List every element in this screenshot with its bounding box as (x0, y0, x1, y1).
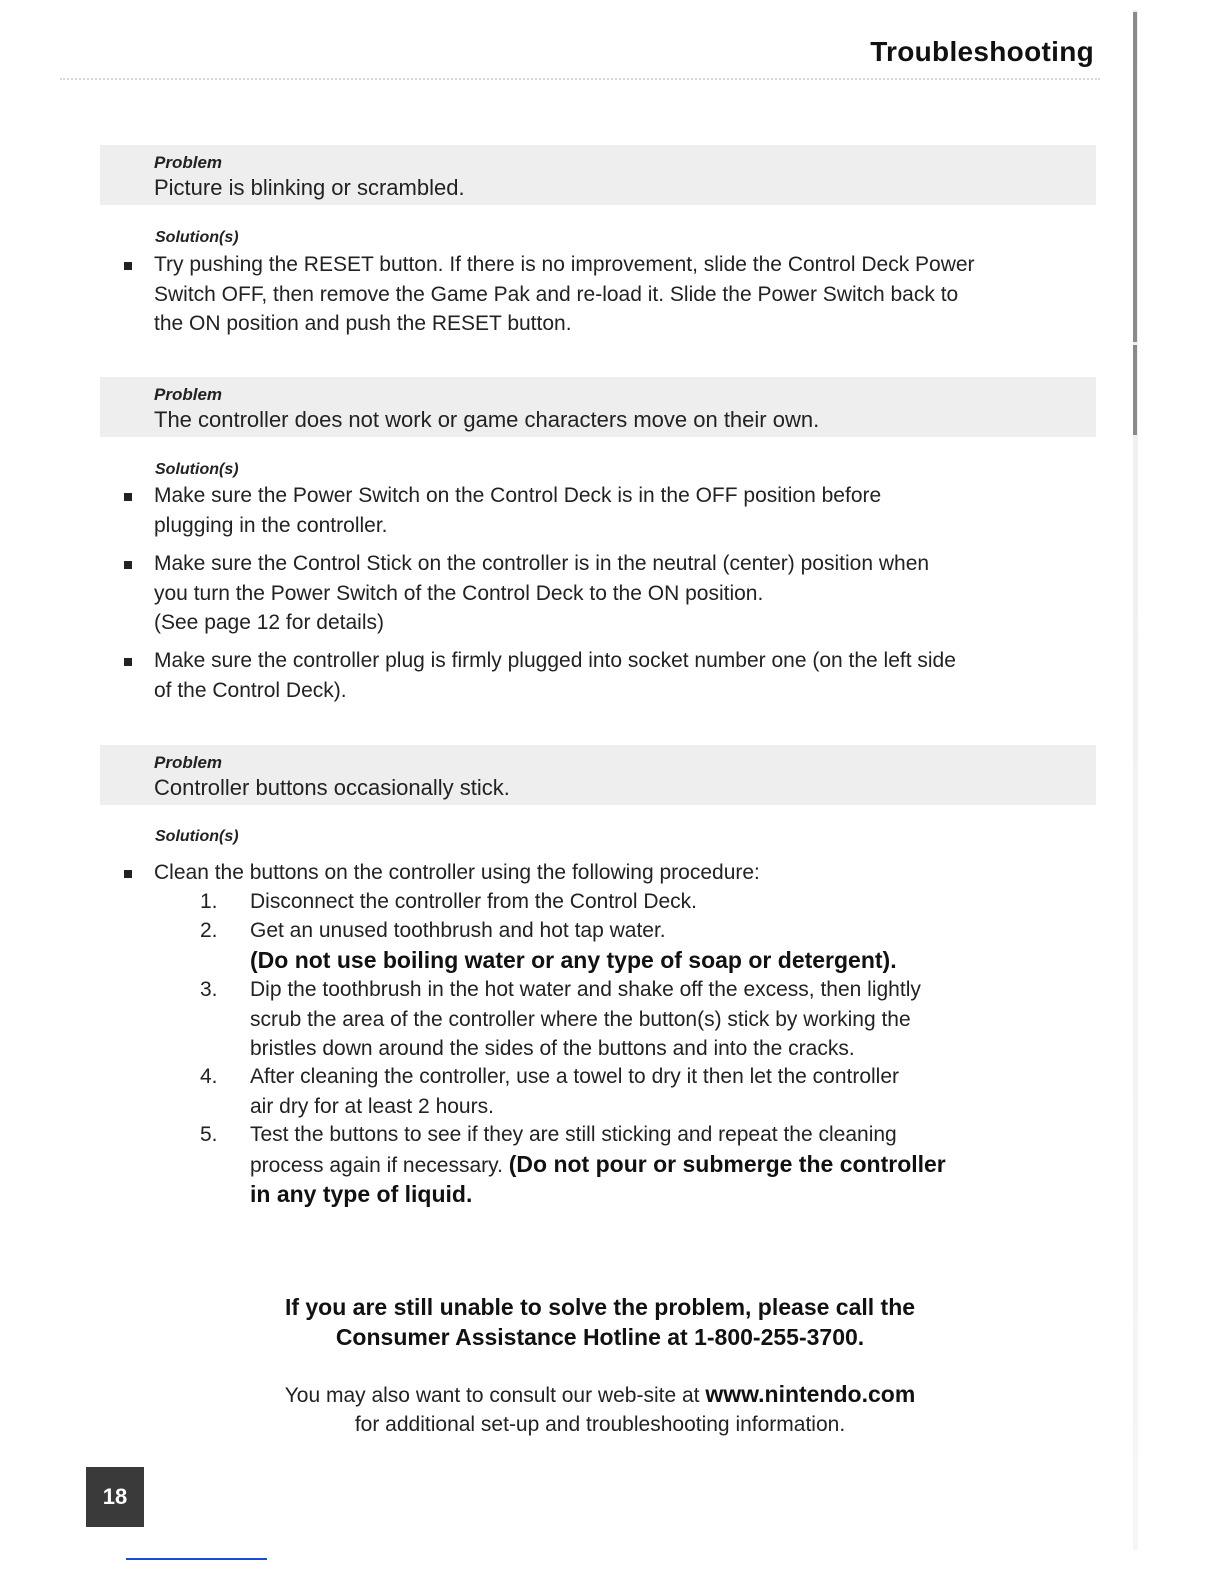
step-line: Dip the toothbrush in the hot water and shake off the excess, then lightly (250, 978, 921, 1001)
solution-label: Solution(s) (155, 461, 239, 478)
step-line: Disconnect the controller from the Control Deck. (250, 890, 698, 913)
hotline-line: Consumer Assistance Hotline at 1-800-255-3700. (335, 1324, 865, 1350)
step-line: Get an unused toothbrush and hot tap water. (250, 919, 666, 942)
problem-box (100, 377, 1096, 437)
solution-label: Solution(s) (155, 828, 239, 845)
bullet-icon (124, 658, 132, 666)
solution-line: Make sure the Control Stick on the controller is in the neutral (center) position when (154, 552, 930, 575)
solution-line: Make sure the controller plug is firmly plugged into socket number one (on the left side (154, 649, 956, 672)
bullet-icon (124, 870, 132, 878)
binding-shadow (1133, 12, 1137, 342)
step-number: 4. (200, 1065, 218, 1088)
step-text (250, 1120, 946, 1210)
procedure-intro: Clean the buttons on the controller using the following procedure: (154, 861, 760, 884)
solution-line: of the Control Deck). (154, 678, 347, 702)
solution-line: you turn the Power Switch of the Control Deck to the ON position. (154, 581, 764, 605)
step-text (250, 916, 897, 975)
step-text (250, 975, 921, 1064)
solution-line: (See page 12 for details) (154, 611, 384, 634)
website-prefix: You may also want to consult our web-site at (284, 1384, 706, 1407)
step-line: scrub the area of the controller where the button(s) stick by working the (250, 1007, 911, 1031)
website-link[interactable]: www.nintendo.com (705, 1381, 916, 1407)
warning-text: (Do not pour or submerge the controller (508, 1150, 946, 1177)
step-line: After cleaning the controller, use a towel to dry it then let the controller (250, 1065, 900, 1088)
step-line-end: process again if necessary. (250, 1153, 503, 1177)
step-text (250, 887, 697, 917)
problem-text: The controller does not work or game characters move on their own. (154, 407, 820, 432)
solution-item (154, 250, 975, 339)
problem-label: Problem (154, 153, 223, 172)
footer-rule (126, 1558, 267, 1560)
solution-label: Solution(s) (155, 229, 239, 246)
problem-box (100, 745, 1096, 805)
solution-line: plugging in the controller. (154, 513, 388, 537)
hotline-line: If you are still unable to solve the problem, please call the (284, 1294, 916, 1320)
step-number: 1. (200, 890, 218, 913)
solution-item (154, 646, 956, 705)
website-line (140, 1380, 1060, 1410)
problem-text: Controller buttons occasionally stick. (154, 775, 510, 800)
page-title: Troubleshooting (870, 36, 1094, 67)
website-note (140, 1380, 1060, 1439)
bullet-icon (124, 561, 132, 569)
problem-label: Problem (154, 385, 223, 404)
step-line: Test the buttons to see if they are still sticking and repeat the cleaning (250, 1123, 897, 1146)
warning-text: (Do not use boiling water or any type of soap or detergent). (250, 946, 897, 973)
bullet-icon (124, 262, 132, 270)
website-line: for additional set-up and troubleshooting information. (354, 1413, 846, 1436)
solution-line: the ON position and push the RESET button. (154, 312, 572, 335)
header-divider (60, 78, 1100, 80)
solution-line: Make sure the Power Switch on the Control Deck is in the OFF position before (154, 484, 882, 507)
step-line: bristles down around the sides of the buttons and into the cracks. (250, 1037, 855, 1060)
solution-item (154, 481, 881, 540)
solution-item (154, 549, 929, 638)
problem-box (100, 145, 1096, 205)
step-number: 5. (200, 1123, 218, 1146)
problem-text: Picture is blinking or scrambled. (154, 175, 465, 200)
solution-line: Switch OFF, then remove the Game Pak and re-load it. Slide the Power Switch back to (154, 282, 959, 306)
page-number: 18 (86, 1467, 144, 1527)
step-number: 3. (200, 978, 218, 1001)
solution-line: Try pushing the RESET button. If there is no improvement, slide the Control Deck Power (154, 253, 975, 276)
bullet-icon (124, 493, 132, 501)
step-number: 2. (200, 919, 218, 942)
problem-label: Problem (154, 753, 223, 772)
step-line (250, 1150, 946, 1181)
step-line: air dry for at least 2 hours. (250, 1094, 494, 1118)
binding-shadow (1133, 345, 1137, 435)
hotline-notice (140, 1292, 1060, 1352)
step-text (250, 1062, 899, 1121)
warning-text: in any type of liquid. (250, 1181, 473, 1207)
